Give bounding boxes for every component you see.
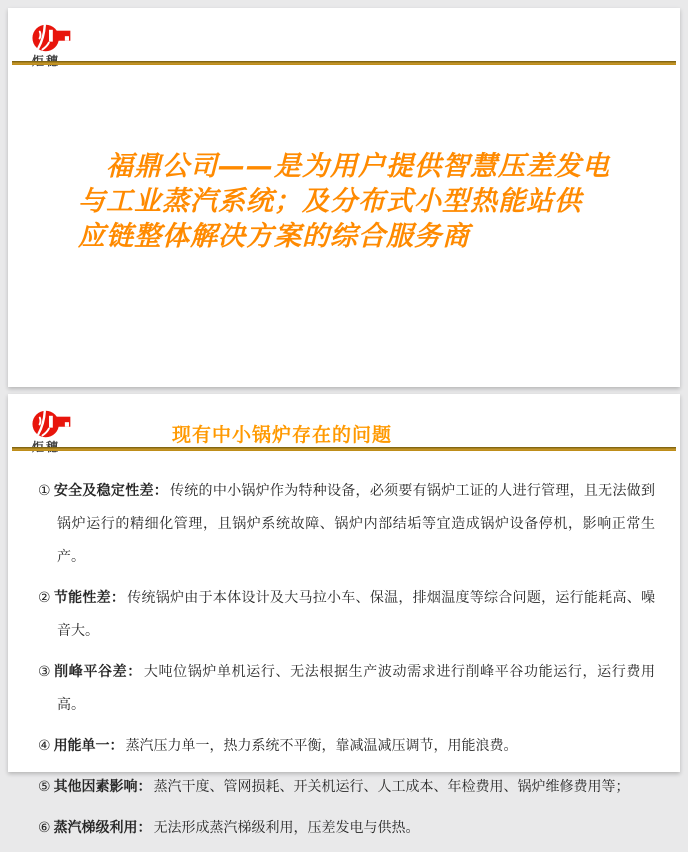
header-rule xyxy=(12,61,676,65)
headline-line-3: 应链整体解决方案的综合服务商 xyxy=(78,221,470,252)
item-label: 安全及稳定性差： xyxy=(53,482,169,498)
list-item xyxy=(38,655,655,721)
header-rule xyxy=(12,447,676,451)
item-number: ⑤ xyxy=(38,778,51,794)
item-text: 无法形成蒸汽梯级利用，压差发电与供热。 xyxy=(153,819,420,835)
company-headline xyxy=(78,149,625,254)
item-number: ① xyxy=(38,482,51,498)
item-label: 节能性差： xyxy=(53,589,126,605)
headline-line-2: 与工业蒸汽系统；及分布式小型热能站供 xyxy=(78,186,582,217)
flame-logo-icon xyxy=(32,407,74,441)
item-label: 用能单一： xyxy=(53,737,124,753)
slide-1 xyxy=(8,8,680,387)
item-label: 蒸汽梯级利用： xyxy=(53,819,152,835)
item-label: 削峰平谷差： xyxy=(54,663,142,679)
item-text: 传统锅炉由于本体设计及大马拉小车、保温，排烟温度等综合问题，运行能耗高、噪音大。 xyxy=(57,589,656,638)
list-item xyxy=(38,770,655,803)
slide-2 xyxy=(8,394,680,835)
headline-line-1: 福鼎公司——是为用户提供智慧压差发电 xyxy=(106,151,610,182)
item-text: 蒸汽干度、管网损耗、开关机运行、人工成本、年检费用、锅炉维修费用等； xyxy=(153,778,630,794)
item-label: 其他因素影响： xyxy=(53,778,152,794)
item-number: ④ xyxy=(38,737,51,753)
list-item xyxy=(38,581,655,647)
list-item xyxy=(38,474,655,573)
slide-title: 现有中小锅炉存在的问题 xyxy=(172,424,393,446)
list-item xyxy=(38,729,655,762)
item-number: ③ xyxy=(38,663,52,679)
list-item xyxy=(38,811,655,844)
item-text: 传统的中小锅炉作为特种设备，必须要有锅炉工证的人进行管理，且无法做到锅炉运行的精细化管理，且锅炉系统故障、锅炉内部结垢等宜造成锅炉设备停机，影响正常生产。 xyxy=(57,482,656,564)
item-text: 蒸汽压力单一，热力系统不平衡，靠减温减压调节，用能浪费。 xyxy=(125,737,518,753)
problem-list xyxy=(38,474,655,852)
item-number: ⑥ xyxy=(38,819,51,835)
flame-logo-icon xyxy=(32,21,74,55)
item-number: ② xyxy=(38,589,51,605)
item-text: 大吨位锅炉单机运行、无法根据生产波动需求进行削峰平谷功能运行，运行费用高。 xyxy=(57,663,655,712)
